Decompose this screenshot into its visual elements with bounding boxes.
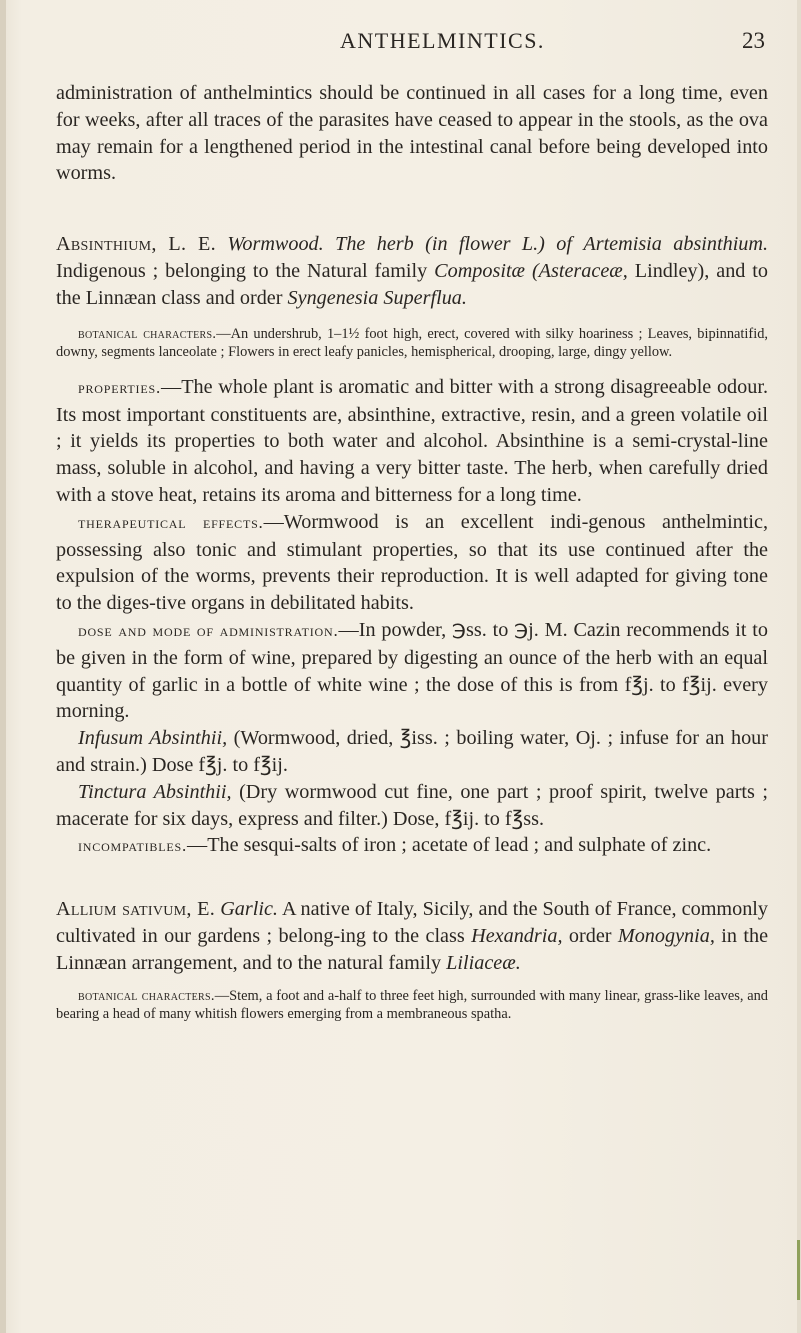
infusum-name: Infusum Absinthii,	[78, 727, 228, 750]
page-number: 23	[742, 28, 765, 53]
absinthium-properties	[56, 374, 768, 509]
absinthium-common-name: Wormwood.	[227, 233, 324, 256]
allium-order: Monogynia,	[617, 924, 715, 947]
tinctura-name: Tinctura Absinthii,	[78, 780, 232, 803]
allium-class: Hexandria,	[471, 924, 563, 947]
incompatibles-text: —The sesqui-salts of iron ; acetate of lead ; and sulphate of zinc.	[187, 834, 712, 857]
allium-botanical-text: —Stem, a foot and a-half to three feet high, surrounded with many linear, grass-like leaves, and bearing a head of many whitish flowers emerging from a membraneous spatha.	[56, 987, 768, 1023]
therapeutical-text: —Wormwood is an excellent indi-genous anthelmintic, possessing also tonic and stimulant properties, so that its use continued after the expulsion of the worms, prevents their reproduction. It is well adapted for giving tone to the diges-tive organs in debilitated habits.	[56, 510, 768, 615]
therapeutical-label: therapeutical effects.	[78, 512, 264, 532]
page-gutter-shadow	[0, 0, 6, 1333]
page-right-edge	[797, 0, 801, 1333]
allium-name: Allium sativum, E.	[56, 898, 216, 921]
edge-stain-mark	[797, 1240, 800, 1300]
absinthium-botanical-label: botanical characters.	[78, 325, 217, 342]
absinthium-herb-note: The herb (in flower L.) of	[335, 233, 572, 256]
absinthium-botanical-text: —An undershrub, 1–1½ foot high, erect, covered with silky hoariness ; Leaves, bipinnatifid, downy, segments lanceolate ; Flowers in erect leafy panicles, hemispherical, drooping, large, dingy yellow.	[56, 325, 768, 361]
tinctura-text: (Dry wormwood cut fine, one part ; proof spirit, twelve parts ; macerate for six days, express and filter.) Dose, f℥ij. to f℥ss.	[56, 780, 769, 830]
absinthium-family: Compositæ (Asteraceæ,	[434, 259, 628, 282]
properties-label: properties.	[78, 377, 162, 397]
intro-paragraph: administration of anthelmintics should be continued in all cases for a long time, even for weeks, after all traces of the parasites have ceased to appear in the stools, as the ova may remain for a lengthened period in the intestinal canal before being developed into worms.	[56, 82, 768, 185]
absinthium-name: Absinthium, L. E.	[56, 233, 217, 256]
absinthium-infusum	[56, 725, 768, 779]
allium-entry-heading	[56, 896, 768, 976]
incompatibles-label: incompatibles.	[78, 836, 188, 856]
allium-common-name: Garlic.	[220, 898, 278, 921]
allium-botanical-label: botanical characters.	[78, 987, 215, 1004]
properties-text: —The whole plant is aromatic and bitter with a strong disagreeable odour. Its most important constituents are, absinthine, extractive, resin, and a green volatile oil ; it yields its properties to both water and alcohol. Absinthine is a semi-crystal-line mass, soluble in alcohol, and having a very bitter taste. The herb, when carefully dried with a stove heat, retains its aroma and bitterness for a long time.	[56, 375, 768, 506]
absinthium-entry-heading	[56, 231, 768, 311]
allium-family: Liliaceæ.	[446, 951, 521, 974]
absinthium-dose	[56, 617, 768, 725]
absinthium-desc-2: Lindley), and to the Linnæan class and order	[56, 259, 769, 309]
allium-desc-1: A native of Italy, Sicily, and the South of France, commonly cultivated in our gardens ; belong-ing to the class	[56, 898, 768, 947]
absinthium-therapeutical	[56, 509, 768, 617]
infusum-text: (Wormwood, dried, ℥iss. ; boiling water, Oj. ; infuse for an hour and strain.) Dose f℥j. to f℥ij.	[56, 727, 769, 776]
allium-desc-2: order	[568, 924, 612, 947]
page-content	[56, 80, 768, 1024]
running-title: ANTHELMINTICS.	[340, 28, 545, 53]
allium-botanical	[56, 987, 768, 1024]
absinthium-desc-1: Indigenous ; belonging to the Natural family	[56, 259, 428, 282]
dose-label: dose and mode of administration.	[78, 620, 339, 640]
absinthium-incompatibles	[56, 832, 768, 860]
dose-text: —In powder, ℈ss. to ℈j. M. Cazin recommends it to be given in the form of wine, prepared by digesting an ounce of the herb with an equal quantity of garlic in a bottle of white wine ; the dose of this is from f℥j. to f℥ij. every morning.	[56, 618, 768, 723]
absinthium-species: Artemisia absinthium.	[583, 233, 769, 256]
absinthium-tinctura	[56, 779, 768, 833]
absinthium-order: Syngenesia Superflua.	[287, 286, 467, 309]
absinthium-botanical	[56, 325, 768, 362]
allium-desc-3: in the Linnæan arrangement, and to the natural family	[56, 924, 769, 974]
page-header	[0, 28, 801, 62]
